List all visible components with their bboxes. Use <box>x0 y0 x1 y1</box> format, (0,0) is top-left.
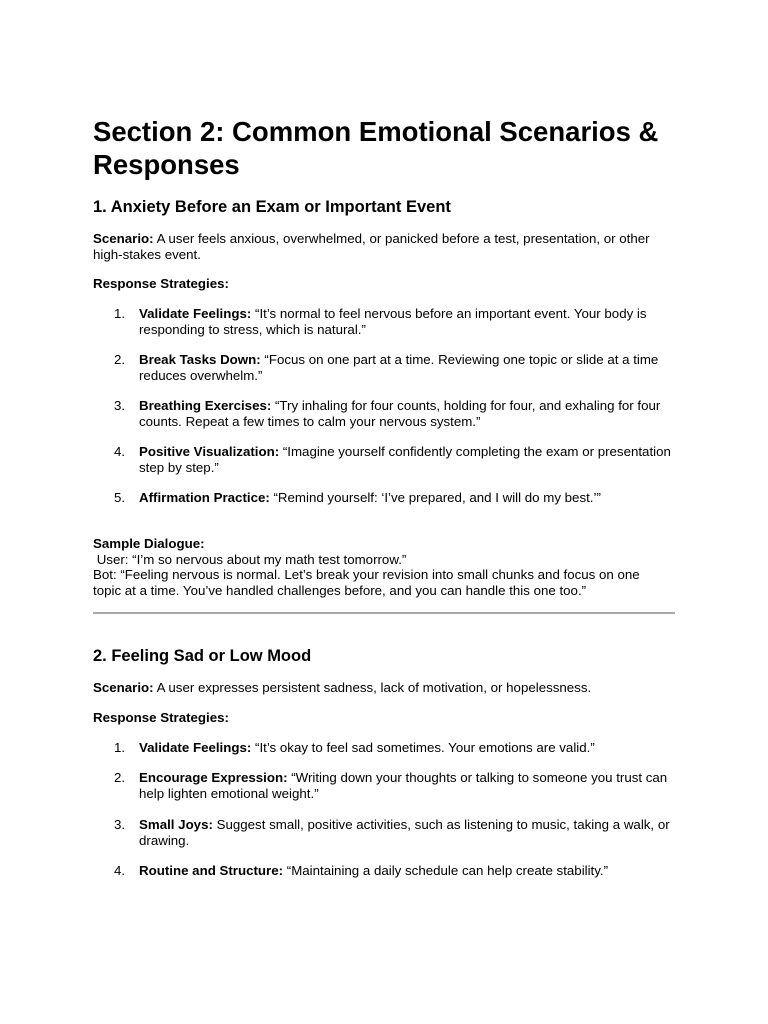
strategy-label: Routine and Structure: <box>139 863 284 878</box>
list-item <box>114 490 674 506</box>
list-item <box>114 817 674 848</box>
scenario-text: A user feels anxious, overwhelmed, or panicked before a test, presentation, or other high-stakes event. <box>93 231 650 262</box>
scenario-paragraph <box>93 680 668 696</box>
section-heading-anxiety: 1. Anxiety Before an Exam or Important Event <box>93 198 451 216</box>
dialogue-bot-line: Bot: “Feeling nervous is normal. Let’s break your revision into small chunks and focus on one topic at a time. You’ve handled challenges before, and you can handle this one too.” <box>93 567 640 598</box>
strategy-label: Validate Feelings: <box>139 740 252 755</box>
scenario-paragraph <box>93 231 668 262</box>
scenario-label: Scenario: <box>93 231 154 246</box>
strategy-label: Small Joys: <box>139 817 213 832</box>
list-item <box>114 398 674 429</box>
strategy-text: “Imagine yourself confidently completing the exam or presentation step by step.” <box>139 444 671 475</box>
strategy-label: Break Tasks Down: <box>139 352 261 367</box>
page-title: Section 2: Common Emotional Scenarios & Responses <box>93 116 659 180</box>
strategy-label: Validate Feelings: <box>139 306 252 321</box>
scenario-text: A user expresses persistent sadness, lack of motivation, or hopelessness. <box>156 680 592 695</box>
strategy-text: “Try inhaling for four counts, holding for four, and exhaling for four counts. Repeat a few times to calm your nervous system.” <box>139 398 661 429</box>
strategy-text: “It’s normal to feel nervous before an important event. Your body is responding to stress, which is natural.” <box>139 306 647 337</box>
list-item <box>114 306 674 337</box>
list-number: 5. <box>114 490 126 505</box>
list-item <box>114 352 674 383</box>
sample-dialogue <box>93 536 668 598</box>
scenario-label: Scenario: <box>93 680 154 695</box>
strategy-text: “Writing down your thoughts or talking to someone you trust can help lighten emotional weight.” <box>139 770 668 801</box>
list-item <box>114 770 674 801</box>
list-number: 3. <box>114 398 126 413</box>
section-heading-sad-mood: 2. Feeling Sad or Low Mood <box>93 647 312 665</box>
list-number: 4. <box>114 444 126 459</box>
strategy-label: Encourage Expression: <box>139 770 288 785</box>
list-number: 2. <box>114 352 126 367</box>
list-item <box>114 740 674 756</box>
response-strategies-heading: Response Strategies: <box>93 276 229 291</box>
list-number: 4. <box>114 863 126 878</box>
list-item <box>114 444 674 475</box>
section-divider <box>93 612 675 614</box>
list-number: 3. <box>114 817 126 832</box>
strategy-label: Breathing Exercises: <box>139 398 272 413</box>
strategy-label: Positive Visualization: <box>139 444 280 459</box>
strategy-text: “Maintaining a daily schedule can help create stability.” <box>286 863 609 878</box>
strategy-text: “It’s okay to feel sad sometimes. Your emotions are valid.” <box>255 740 595 755</box>
strategy-text: Suggest small, positive activities, such as listening to music, taking a walk, or drawing. <box>139 817 670 848</box>
strategy-text: “Focus on one part at a time. Reviewing one topic or slide at a time reduces overwhelm.” <box>139 352 659 383</box>
list-number: 2. <box>114 770 126 785</box>
list-item <box>114 863 674 879</box>
strategy-text: “Remind yourself: ‘I’ve prepared, and I will do my best.’” <box>273 490 601 505</box>
dialogue-user-line: User: “I’m so nervous about my math test tomorrow.” <box>93 551 407 567</box>
response-strategies-heading: Response Strategies: <box>93 710 229 725</box>
sample-dialogue-heading: Sample Dialogue: <box>93 536 205 551</box>
list-number: 1. <box>114 306 126 321</box>
strategy-label: Affirmation Practice: <box>139 490 270 505</box>
list-number: 1. <box>114 740 126 755</box>
